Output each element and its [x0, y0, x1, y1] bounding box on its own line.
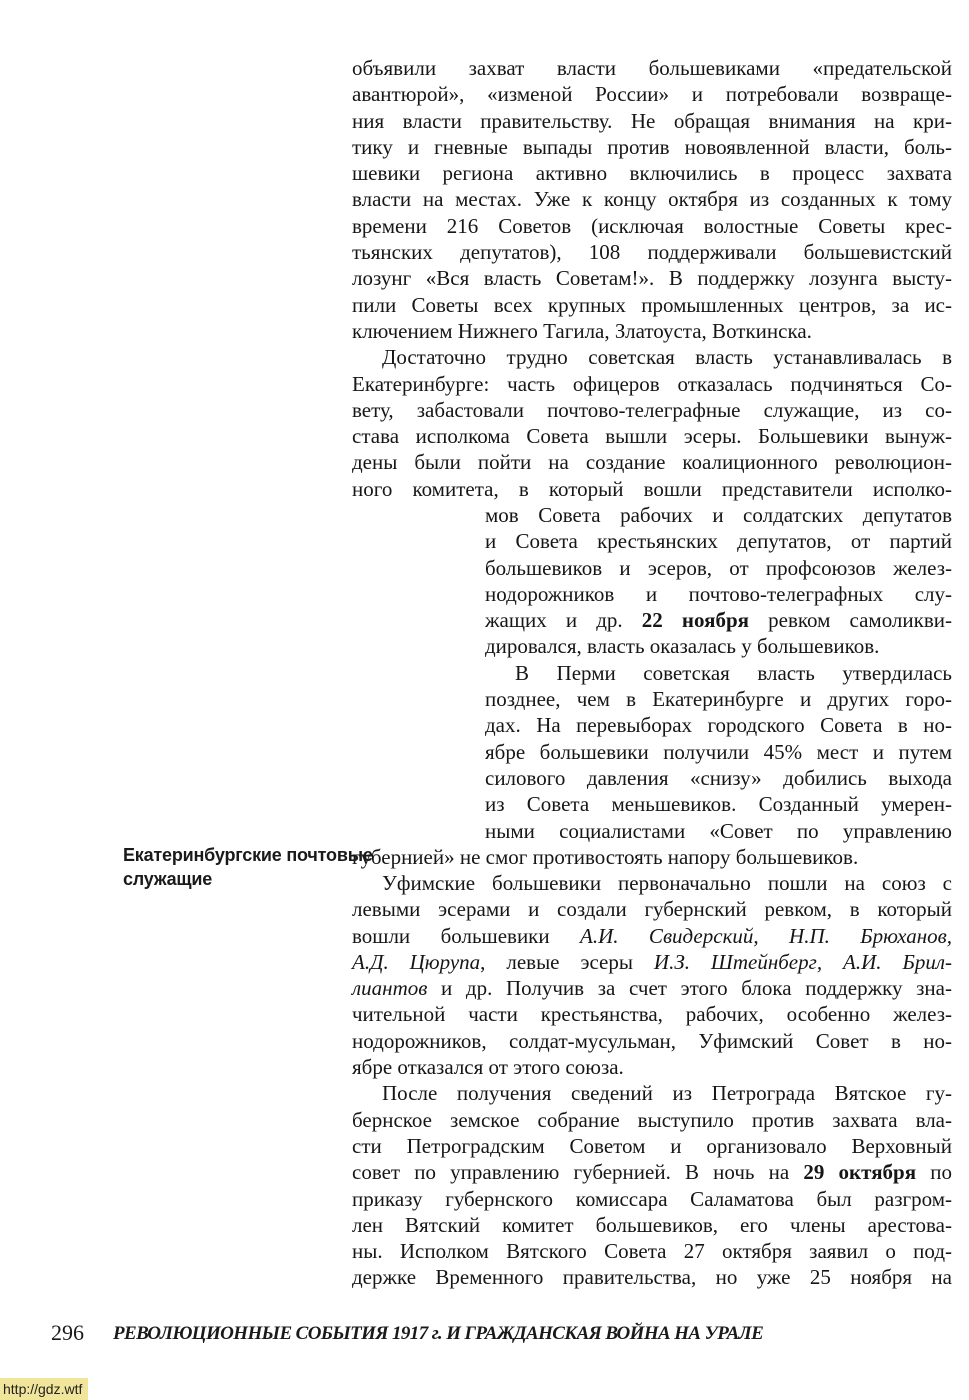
main-text-bridge-line — [352, 844, 952, 870]
photo-caption-line-1: Екатеринбургские почтовые — [123, 845, 373, 865]
page-number: 296 — [51, 1320, 84, 1345]
text-line: После получения сведений из Петрограда Вятское гу- — [382, 1081, 952, 1106]
text-line: ябре отказался от этого союза. — [352, 1055, 624, 1080]
text-line: сти Петроградским Советом и организовало Верховный — [352, 1133, 952, 1158]
main-text-upper — [352, 55, 952, 502]
text-line: приказу губернского комиссара Саламатова был разгром- — [352, 1186, 952, 1211]
text-line: большевиков и эсеров, от профсоюзов желез- — [485, 555, 952, 580]
text-line: вету, забастовали почтово-телеграфные служащие, из со- — [352, 397, 952, 422]
text-line: губернией» не смог противостоять напору большевиков. — [352, 845, 859, 869]
text-line: нодорожников, солдат-мусульман, Уфимский Совет в но- — [352, 1028, 952, 1053]
text-line: объявили захват власти большевиками «предательской — [352, 56, 952, 80]
text-line: А.Д. Цюрупа, левые эсеры И.З. Штейнберг, А.И. Брил- — [352, 949, 952, 974]
text-line: мов Совета рабочих и солдатских депутатов — [485, 503, 952, 527]
text-line: власти на местах. Уже к концу октября из созданных к тому — [352, 187, 952, 212]
text-line: бернское земское собрание выступило против захвата вла- — [352, 1107, 952, 1132]
running-title: РЕВОЛЮЦИОННЫЕ СОБЫТИЯ 1917 г. И ГРАЖДАНСКАЯ ВОЙНА НА УРАЛЕ — [113, 1323, 764, 1344]
text-line: нодорожников и почтово-телеграфных слу- — [485, 581, 952, 606]
text-line: дах. На перевыборах городского Совета в но- — [485, 713, 952, 738]
text-line: лиантов и др. Получив за счет этого блока поддержку зна- — [352, 976, 952, 1001]
text-line: Достаточно трудно советская власть устанавливалась в — [382, 345, 952, 370]
text-line: лен Вятский комитет большевиков, его члены арестова- — [352, 1212, 952, 1237]
text-line: позднее, чем в Екатеринбурге и других горо- — [485, 687, 952, 712]
text-line: авантюрой», «изменой России» и потребовали возвраще- — [352, 82, 952, 107]
text-line: ябре большевики получили 45% мест и путем — [485, 739, 952, 764]
text-line: ны. Исполком Вятского Совета 27 октября заявил о под- — [352, 1239, 952, 1264]
text-line: Екатеринбурге: часть офицеров отказалась подчиняться Со- — [352, 371, 952, 396]
text-line: ния власти правительству. Не обращая внимания на кри- — [352, 108, 952, 133]
text-line: лозунг «Вся власть Советам!». В поддержку лозунга высту- — [352, 266, 952, 291]
text-line: става исполкома Совета вышли эсеры. Большевики вынуж- — [352, 424, 952, 449]
text-line: ными социалистами «Совет по управлению — [485, 818, 952, 843]
text-line: и Совета крестьянских депутатов, от партий — [485, 529, 952, 554]
text-line: левыми эсерами и создали губернский ревком, в который — [352, 897, 952, 922]
text-line: шевики региона активно включились в процесс захвата — [352, 161, 952, 186]
text-line: из Совета меньшевиков. Созданный умерен- — [485, 792, 952, 817]
text-line: держке Временного правительства, но уже 25 ноября на — [352, 1265, 952, 1290]
text-line: ного комитета, в который вошли представители исполко- — [352, 476, 952, 501]
main-text-wrapped-around-photo — [485, 502, 952, 844]
text-line: вошли большевики А.И. Свидерский, Н.П. Брюханов, — [352, 923, 952, 948]
text-line: времени 216 Советов (исключая волостные Советы крес- — [352, 213, 952, 238]
text-line: силового давления «снизу» добились выхода — [485, 765, 952, 790]
text-line: тику и гневные выпады против новоявленной власти, боль- — [352, 134, 952, 159]
text-line: чительной части крестьянства, рабочих, особенно желез- — [352, 1002, 952, 1027]
text-line: жащих и др. 22 ноября ревком самоликви- — [485, 608, 952, 633]
text-line: Уфимские большевики первоначально пошли на союз с — [382, 871, 952, 895]
photo-caption — [123, 843, 373, 891]
text-line: пили Советы всех крупных промышленных центров, за ис- — [352, 292, 952, 317]
text-line: тьянских депутатов), 108 поддерживали большевистский — [352, 240, 952, 265]
text-line: дировался, власть оказалась у большевиков. — [485, 634, 880, 659]
text-line: совет по управлению губернией. В ночь на 29 октября по — [352, 1160, 952, 1185]
watermark-url: http://gdz.wtf — [0, 1378, 88, 1400]
main-text-lower — [352, 870, 952, 1291]
photo-caption-line-2: служащие — [123, 869, 213, 889]
text-line: В Перми советская власть утвердилась — [515, 660, 952, 685]
text-line: дены были пойти на создание коалиционного революцион- — [352, 450, 952, 475]
text-line: ключением Нижнего Тагила, Златоуста, Воткинска. — [352, 318, 812, 343]
